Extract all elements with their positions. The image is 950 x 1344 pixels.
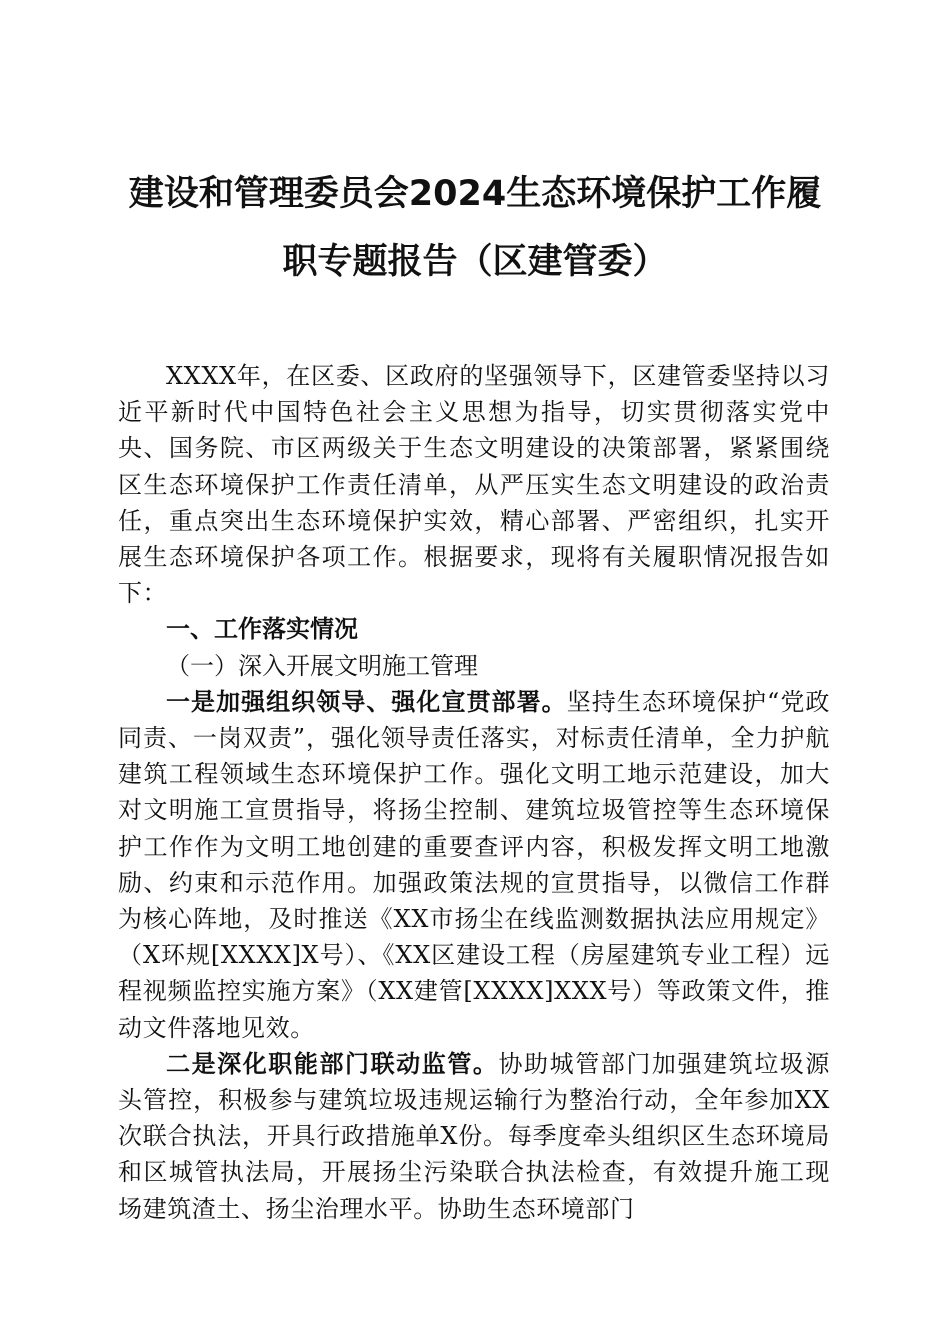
subsection-heading: （一）深入开展文明施工管理 bbox=[166, 651, 478, 680]
item-lead-2: 二是深化职能部门联动监管。 bbox=[166, 1049, 499, 1078]
item-lead-1: 一是加强组织领导、强化宣贯部署。 bbox=[166, 687, 567, 716]
item-text-2: 协助城管部门加强建筑垃圾源头管控，积极参与建筑垃圾违规运输行为整治行动，全年参加XX次联合执法，开具行政措施单X份。每季度牵头组织区生态环境局和区城管执法局，开展扬尘污染联合执法检查，有效提升施工现场建筑渣土、扬尘治理水平。协助生态环境部门 bbox=[118, 1049, 830, 1223]
document-title-line2: 职专题报告（区建管委） bbox=[282, 242, 668, 282]
item-paragraph-2 bbox=[118, 1046, 830, 1227]
section-heading: 一、工作落实情况 bbox=[166, 615, 358, 644]
item-text-1: 坚持生态环境保护“党政同责、一岗双责”，强化领导责任落实，对标责任清单，全力护航建筑工程领域生态环境保护工作。强化文明工地示范建设，加大对文明施工宣贯指导，将扬尘控制、建筑垃圾管控等生态环境保护工作作为文明工地创建的重要查评内容，积极发挥文明工地激励、约束和示范作用。加强政策法规的宣贯指导，以微信工作群为核心阵地，及时推送《XX市扬尘在线监测数据执法应用规定》（X环规[XXXX]X号）、《XX区建设工程（房屋建筑专业工程）远程视频监控实施方案》（XX建管[XXXX]XXX号）等政策文件，推动文件落地见效。 bbox=[118, 687, 830, 1042]
document-title-line1: 建设和管理委员会2024生态环境保护工作履 bbox=[128, 174, 822, 214]
intro-paragraph: XXXX年，在区委、区政府的坚强领导下，区建管委坚持以习近平新时代中国特色社会主义思想为指导，切实贯彻落实党中央、国务院、市区两级关于生态文明建设的决策部署，紧紧围绕区生态环境保护工作责任清单，从严压实生态文明建设的政治责任，重点突出生态环境保护实效，精心部署、严密组织，扎实开展生态环境保护各项工作。根据要求，现将有关履职情况报告如下： bbox=[118, 362, 830, 608]
item-paragraph-1 bbox=[118, 684, 830, 1046]
document-body bbox=[118, 358, 830, 1227]
